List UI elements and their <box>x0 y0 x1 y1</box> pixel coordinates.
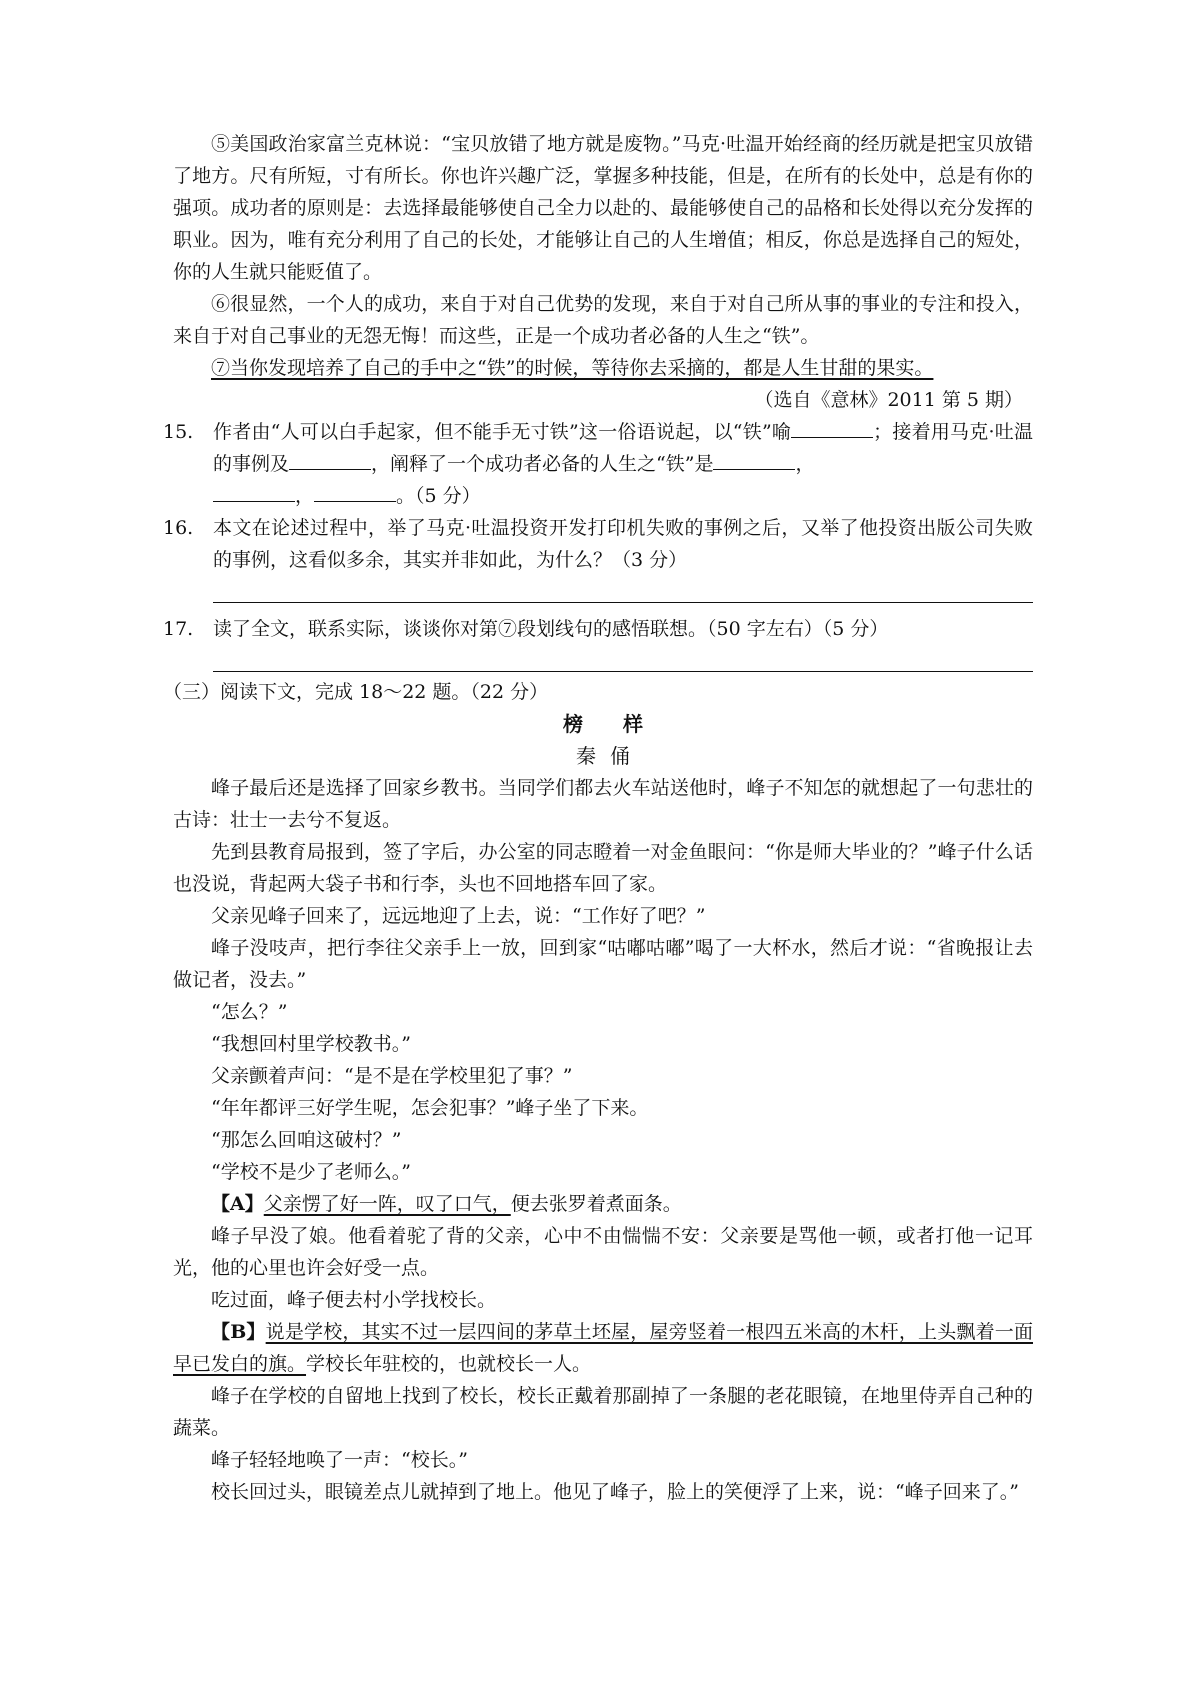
story-paragraph: “怎么？” <box>211 1001 288 1023</box>
story-paragraph: “我想回村里学校教书。” <box>211 1033 411 1055</box>
answer-line[interactable] <box>213 582 1033 603</box>
story-paragraph: 峰子最后还是选择了回家乡教书。当同学们都去火车站送他时，峰子不知怎的就想起了一句悲壮的古诗：壮士一去兮不复返。 <box>173 777 1033 831</box>
story-author: 秦俑 <box>576 744 644 768</box>
story-paragraph-a <box>173 1188 1033 1220</box>
story-paragraph: 峰子没吱声，把行李往父亲手上一放，回到家“咕嘟咕嘟”喝了一大杯水，然后才说：“省晚报让去做记者，没去。” <box>173 937 1033 991</box>
underlined-sentence-a: 父亲愣了好一阵，叹了口气， <box>263 1193 511 1215</box>
story-paragraphs-1 <box>173 772 1033 1188</box>
story-paragraph: 校长回过头，眼镜差点儿就掉到了地上。他见了峰子，脸上的笑便浮了上来，说：“峰子回来了。” <box>211 1481 1019 1503</box>
paragraph-b-rest: 学校长年驻校的，也就校长一人。 <box>306 1353 592 1375</box>
answer-line[interactable] <box>213 651 1033 672</box>
answer-blank[interactable] <box>213 481 295 502</box>
question-17 <box>163 613 1033 645</box>
answer-blank[interactable] <box>713 449 795 470</box>
mark-a: 【A】 <box>211 1193 264 1215</box>
mark-b: 【B】 <box>211 1321 266 1343</box>
q15-text-5: ， <box>295 485 315 507</box>
answer-blank[interactable] <box>314 481 396 502</box>
question-15 <box>163 416 1033 512</box>
essay-paragraph-7 <box>173 352 1033 384</box>
story-paragraph: 峰子在学校的自留地上找到了校长，校长正戴着那副掉了一条腿的老花眼镜，在地里侍弄自己种的蔬菜。 <box>173 1385 1033 1439</box>
story-paragraph: 父亲颤着声问：“是不是在学校里犯了事？” <box>211 1065 573 1087</box>
story-paragraph: 峰子早没了娘。他看着驼了背的父亲，心中不由惴惴不安：父亲要是骂他一顿，或者打他一记耳光，他的心里也许会好受一点。 <box>173 1225 1033 1279</box>
question-number: 17. <box>163 618 194 640</box>
underlined-sentence-b: 说是学校，其实不过一层四间的茅草土坯屋，屋旁竖着一根四五米高的木杆，上头飘着一面早已发白的旗。 <box>173 1321 1033 1375</box>
q15-text-3: ，阐释了一个成功者必备的人生之“铁”是 <box>371 453 714 475</box>
story-paragraph: “年年都评三好学生呢，怎会犯事？”峰子坐了下来。 <box>211 1097 649 1119</box>
q15-text-2: ；接着用马克·吐温的事例及 <box>213 421 1033 475</box>
essay-source: （选自《意林》2011 第 5 期） <box>754 389 1023 411</box>
story-paragraph: “学校不是少了老师么。” <box>211 1161 411 1183</box>
story-paragraph: “那怎么回咱这破村？” <box>211 1129 402 1151</box>
question-16 <box>163 512 1033 576</box>
story-paragraph-b <box>173 1316 1033 1380</box>
q17-text: 读了全文，联系实际，谈谈你对第⑦段划线句的感悟联想。（50 字左右）（5 分） <box>213 618 889 640</box>
story-paragraph: 峰子轻轻地唤了一声：“校长。” <box>211 1449 468 1471</box>
q15-text-1: 作者由“人可以白手起家，但不能手无寸铁”这一俗语说起，以“铁”喻 <box>213 421 792 443</box>
section-heading: （三）阅读下文，完成 18～22 题。（22 分） <box>163 681 549 703</box>
q16-text: 本文在论述过程中，举了马克·吐温投资开发打印机失败的事例之后，又举了他投资出版公司失败的事例，这看似多余，其实并非如此，为什么？（3 分） <box>213 517 1033 571</box>
underlined-sentence: ⑦当你发现培养了自己的手中之“铁”的时候，等待你去采摘的，都是人生甘甜的果实。 <box>211 357 934 379</box>
q15-text-6: 。（5 分） <box>396 485 481 507</box>
question-number: 16. <box>163 517 194 539</box>
paragraph-a-rest: 便去张罗着煮面条。 <box>510 1193 682 1215</box>
document-page <box>163 128 1033 1508</box>
story-paragraph: 父亲见峰子回来了，远远地迎了上去，说：“工作好了吧？” <box>211 905 706 927</box>
story-paragraph: 吃过面，峰子便去村小学找校长。 <box>211 1289 497 1311</box>
story-paragraph: 先到县教育局报到，签了字后，办公室的同志瞪着一对金鱼眼问：“你是师大毕业的？”峰子什么话也没说，背起两大袋子书和行李，头也不回地搭车回了家。 <box>173 841 1033 895</box>
essay-paragraph-6: ⑥很显然，一个人的成功，来自于对自己优势的发现，来自于对自己所从事的事业的专注和投入，来自于对自己事业的无怨无悔！而这些，正是一个成功者必备的人生之“铁”。 <box>173 293 1033 347</box>
question-number: 15. <box>163 421 194 443</box>
essay-paragraph-5: ⑤美国政治家富兰克林说：“宝贝放错了地方就是废物。”马克·吐温开始经商的经历就是把宝贝放错了地方。尺有所短，寸有所长。你也许兴趣广泛，掌握多种技能，但是，在所有的长处中，总是有你的强项。成功者的原则是：去选择最能够使自己全力以赴的、最能够使自己的品格和长处得以充分发挥的职业。因为，唯有充分利用了自己的长处，才能够让自己的人生增值；相反，你总是选择自己的短处，你的人生就只能贬值了。 <box>173 133 1033 283</box>
answer-blank[interactable] <box>289 449 371 470</box>
answer-blank[interactable] <box>791 417 873 438</box>
story-title: 榜样 <box>563 712 683 736</box>
q15-text-4: ， <box>795 453 815 475</box>
